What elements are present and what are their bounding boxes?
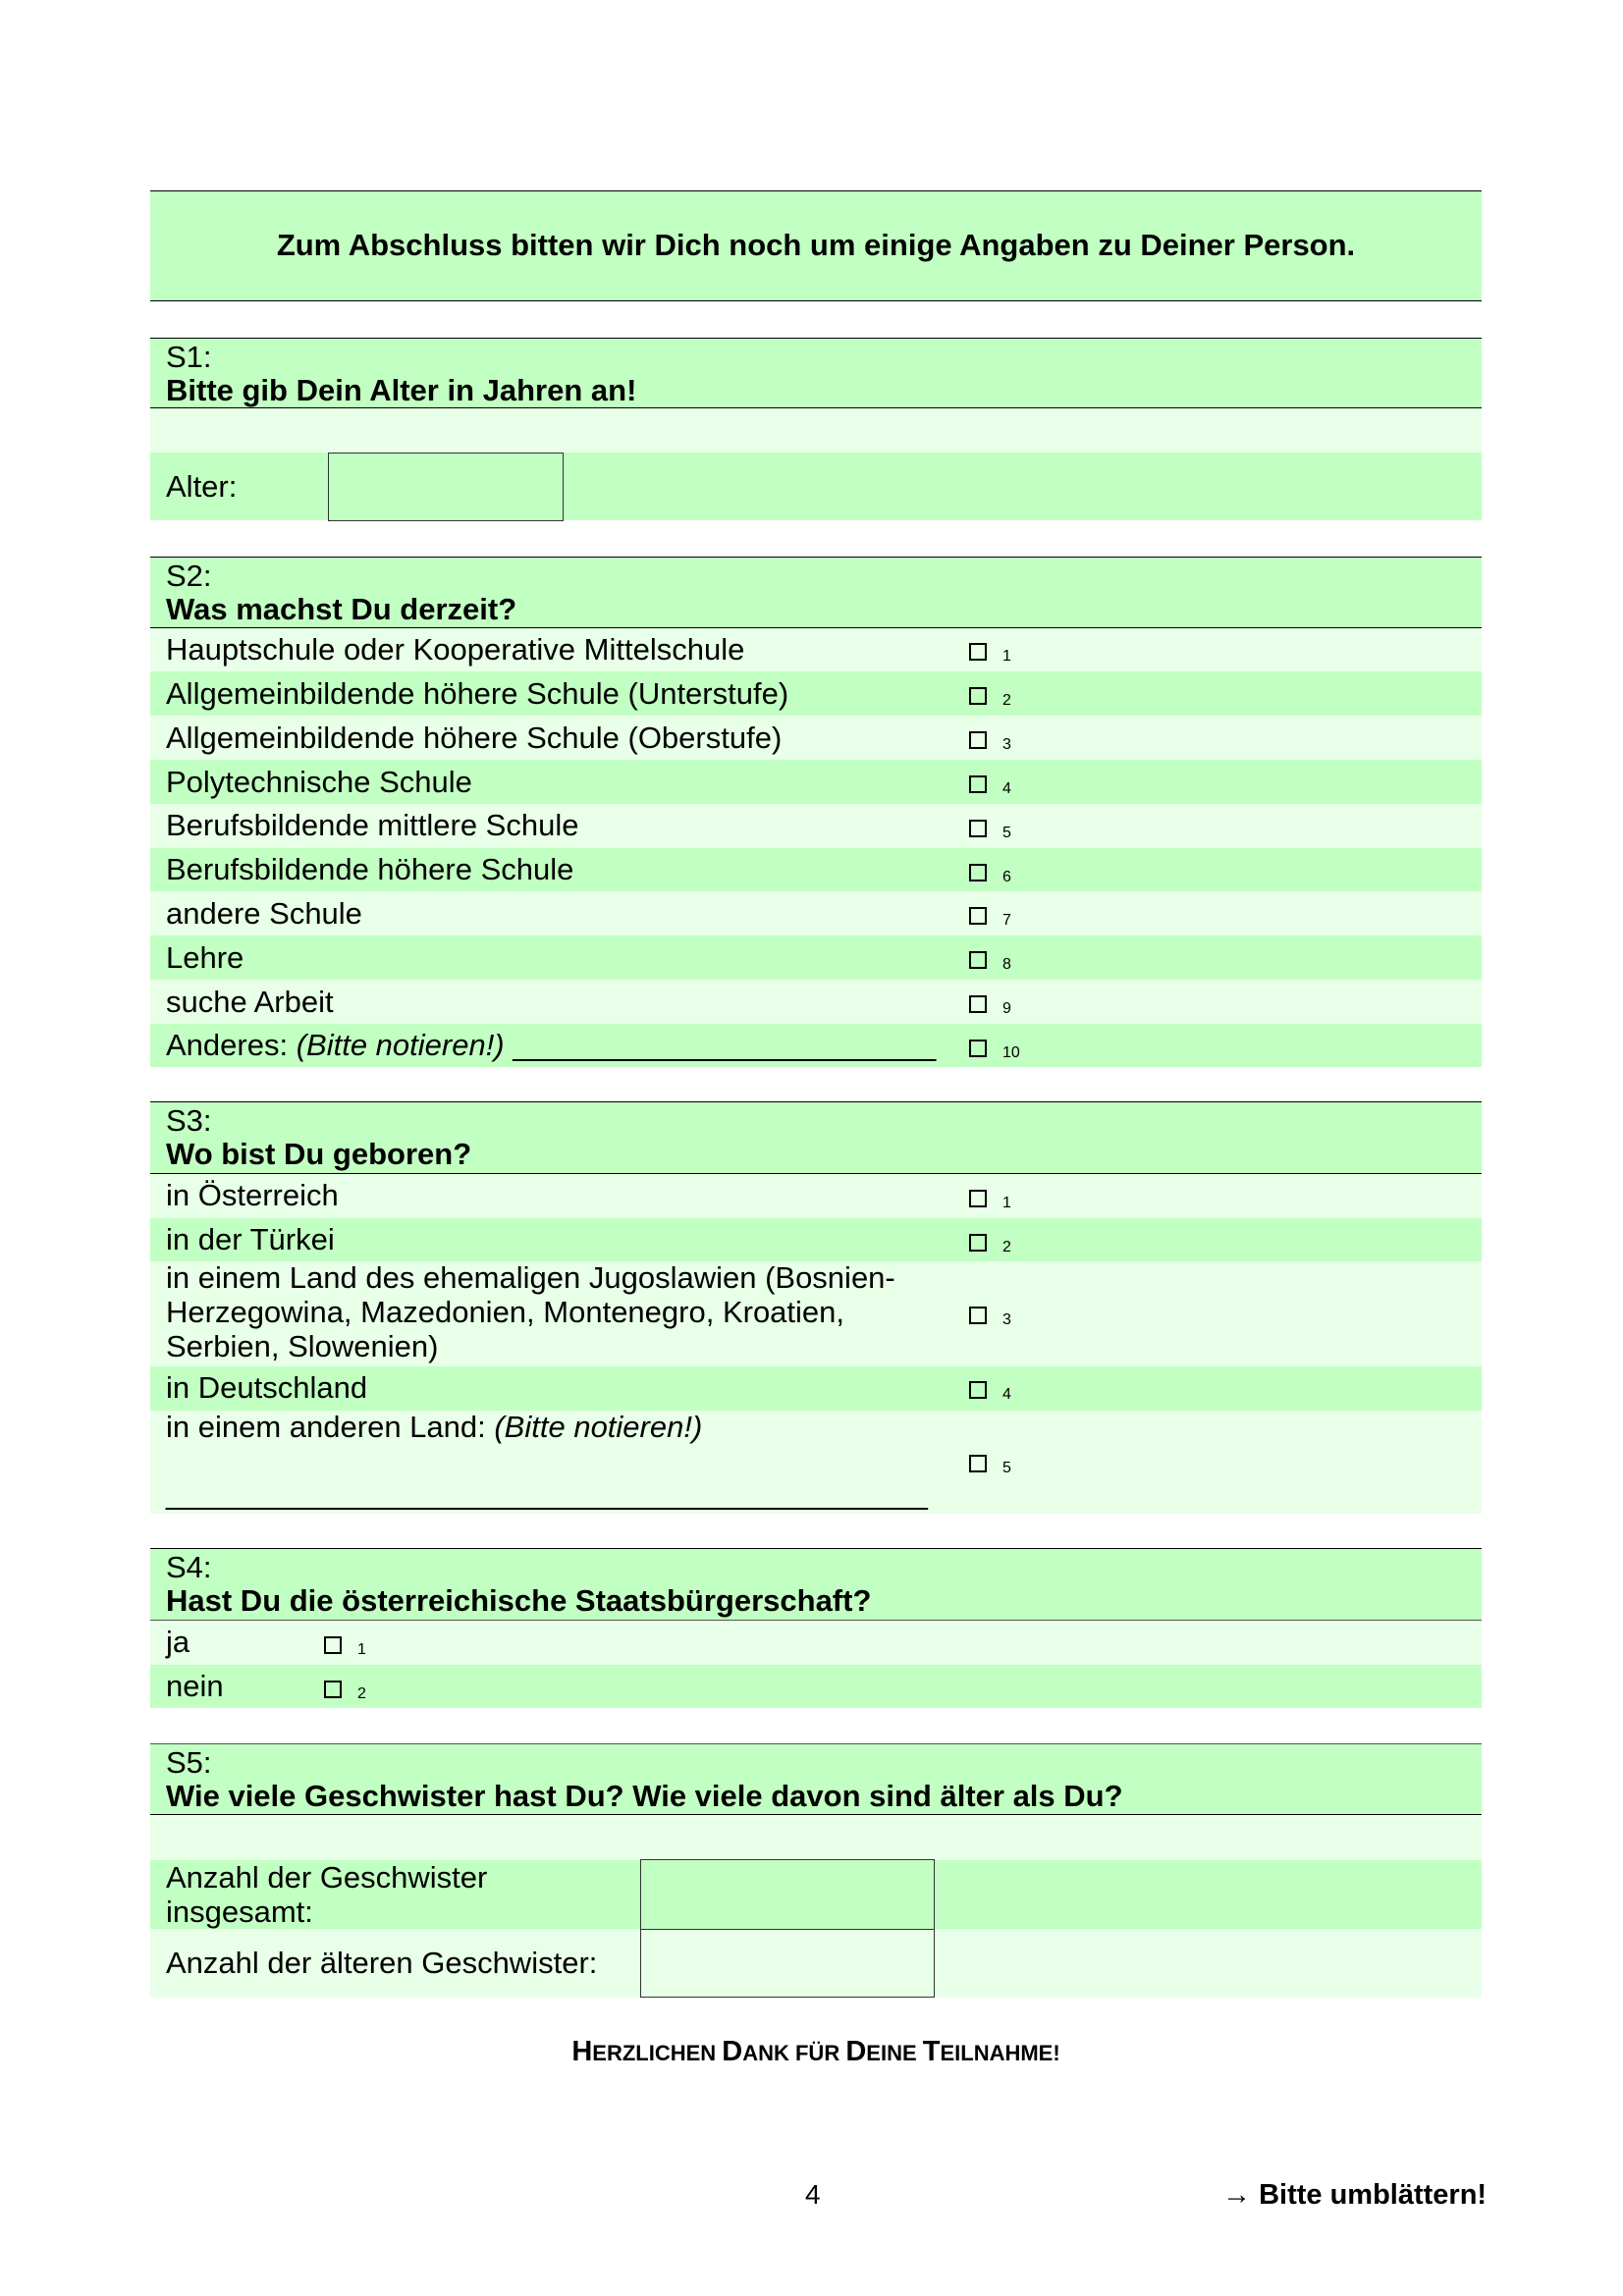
- s1-age-label: Alter:: [166, 469, 238, 504]
- s1-spacer-band: [150, 408, 1482, 453]
- thanks-cap: H: [571, 2036, 593, 2067]
- checkbox-icon[interactable]: [969, 775, 987, 793]
- checkbox-icon[interactable]: [969, 864, 987, 881]
- checkbox-icon[interactable]: [969, 1455, 987, 1472]
- s1-question: Bitte gib Dein Alter in Jahren an!: [166, 373, 637, 407]
- thanks-rest: ERZLICHEN: [592, 2041, 723, 2065]
- s4-question: Hast Du die österreichische Staatsbürgerschaft?: [166, 1583, 872, 1618]
- s3-option-label: in Österreich: [166, 1178, 339, 1212]
- checkbox-icon[interactable]: [969, 1381, 987, 1399]
- option-code: 8: [1002, 956, 1011, 973]
- s2-other-note: (Bitte notieren!): [296, 1028, 505, 1062]
- option-code: 10: [1002, 1044, 1020, 1061]
- option-code: 1: [1002, 648, 1011, 665]
- next-page-text: Bitte umblättern!: [1259, 2179, 1488, 2211]
- table-row: [150, 1174, 1482, 1218]
- header-bottom-rule: [150, 300, 1482, 301]
- s2-option-label: Polytechnische Schule: [166, 765, 472, 799]
- arrow-right-icon: →: [1222, 2179, 1251, 2211]
- checkbox-icon[interactable]: [969, 995, 987, 1013]
- option-code: 2: [1002, 692, 1011, 709]
- thanks-rest: EINE: [866, 2041, 923, 2065]
- age-input[interactable]: [328, 453, 564, 521]
- option-code: 4: [1002, 780, 1011, 797]
- s3-code: S3:: [166, 1103, 212, 1138]
- s5-total-label-line: Anzahl der Geschwister: [166, 1860, 488, 1895]
- siblings-total-input[interactable]: [640, 1859, 935, 1930]
- option-code: 1: [1002, 1195, 1011, 1211]
- table-row: [150, 980, 1482, 1024]
- table-row: [150, 1621, 1482, 1665]
- table-row: [150, 935, 1482, 980]
- s5-total-label-line: insgesamt:: [166, 1895, 313, 1929]
- thanks-cap: D: [845, 2036, 867, 2067]
- s5-question: Wie viele Geschwister hast Du? Wie viele davon sind älter als Du?: [166, 1779, 1123, 1813]
- thanks-message: [150, 2034, 1482, 2074]
- option-code: 9: [1002, 1000, 1011, 1017]
- s3-other-label: in einem anderen Land:: [166, 1410, 495, 1444]
- option-code: 2: [357, 1685, 366, 1702]
- thanks-rest: ANK FÜR: [742, 2041, 846, 2065]
- s3-option-label-line: Herzegowina, Mazedonien, Montenegro, Kroatien,: [166, 1295, 845, 1329]
- thanks-rest: EILNAHME!: [940, 2041, 1060, 2065]
- s3-option-label-line: in einem Land des ehemaligen Jugoslawien (Bosnien-: [166, 1260, 895, 1295]
- s5-spacer-band: [150, 1815, 1482, 1860]
- s3-question: Wo bist Du geboren?: [166, 1137, 472, 1171]
- s5-older-label: Anzahl der älteren Geschwister:: [166, 1946, 598, 1980]
- s2-option-label: Berufsbildende mittlere Schule: [166, 808, 579, 842]
- next-page-hint: [1222, 2177, 1487, 2213]
- s2-option-label: Hauptschule oder Kooperative Mittelschule: [166, 632, 745, 667]
- option-code: 1: [357, 1641, 366, 1658]
- checkbox-icon[interactable]: [324, 1681, 342, 1698]
- s2-option-label: Berufsbildende höhere Schule: [166, 852, 574, 886]
- s3-other-note: (Bitte notieren!): [494, 1410, 703, 1444]
- s2-option-label: Allgemeinbildende höhere Schule (Unterstufe): [166, 676, 789, 711]
- option-code: 7: [1002, 912, 1011, 929]
- s1-code: S1:: [166, 340, 212, 374]
- option-code: 4: [1002, 1386, 1011, 1403]
- s2-option-label: Allgemeinbildende höhere Schule (Oberstufe): [166, 721, 783, 755]
- s2-other-line[interactable]: _________________________: [504, 1028, 937, 1062]
- s2-option-label: Lehre: [166, 940, 244, 975]
- s3-other-row: [166, 1410, 702, 1445]
- option-code: 5: [1002, 825, 1011, 841]
- s2-other-row: [166, 1028, 936, 1063]
- checkbox-icon[interactable]: [969, 731, 987, 749]
- checkbox-icon[interactable]: [969, 1190, 987, 1207]
- checkbox-icon[interactable]: [969, 1040, 987, 1057]
- checkbox-icon[interactable]: [969, 643, 987, 661]
- s4-code: S4:: [166, 1550, 212, 1584]
- option-code: 3: [1002, 736, 1011, 753]
- s3-other-line[interactable]: _____________________________________________: [166, 1476, 928, 1511]
- checkbox-icon[interactable]: [324, 1636, 342, 1654]
- s4-option-label: nein: [166, 1669, 224, 1703]
- s5-code: S5:: [166, 1745, 212, 1780]
- s4-option-label: ja: [166, 1625, 190, 1659]
- checkbox-icon[interactable]: [969, 1234, 987, 1252]
- page-number: 4: [805, 2179, 821, 2210]
- s3-option-label: in der Türkei: [166, 1222, 335, 1256]
- s2-other-label: Anderes:: [166, 1028, 297, 1062]
- s3-option-label-line: Serbien, Slowenien): [166, 1329, 439, 1363]
- option-code: 3: [1002, 1311, 1011, 1328]
- checkbox-icon[interactable]: [969, 907, 987, 925]
- s3-option-label: in Deutschland: [166, 1370, 368, 1405]
- table-row: [150, 1665, 1482, 1708]
- page-title: Zum Abschluss bitten wir Dich noch um einige Angaben zu Deiner Person.: [276, 228, 1356, 262]
- s2-option-label: andere Schule: [166, 896, 362, 931]
- checkbox-icon[interactable]: [969, 951, 987, 969]
- table-row: [150, 1218, 1482, 1261]
- s2-question: Was machst Du derzeit?: [166, 592, 517, 626]
- thanks-cap: T: [922, 2036, 941, 2067]
- checkbox-icon[interactable]: [969, 687, 987, 705]
- siblings-older-input[interactable]: [640, 1928, 935, 1998]
- s2-option-label: suche Arbeit: [166, 985, 334, 1019]
- option-code: 5: [1002, 1460, 1011, 1476]
- option-code: 6: [1002, 869, 1011, 885]
- s2-code: S2:: [166, 559, 212, 593]
- option-code: 2: [1002, 1239, 1011, 1255]
- checkbox-icon[interactable]: [969, 1307, 987, 1324]
- thanks-cap: D: [722, 2036, 743, 2067]
- checkbox-icon[interactable]: [969, 820, 987, 837]
